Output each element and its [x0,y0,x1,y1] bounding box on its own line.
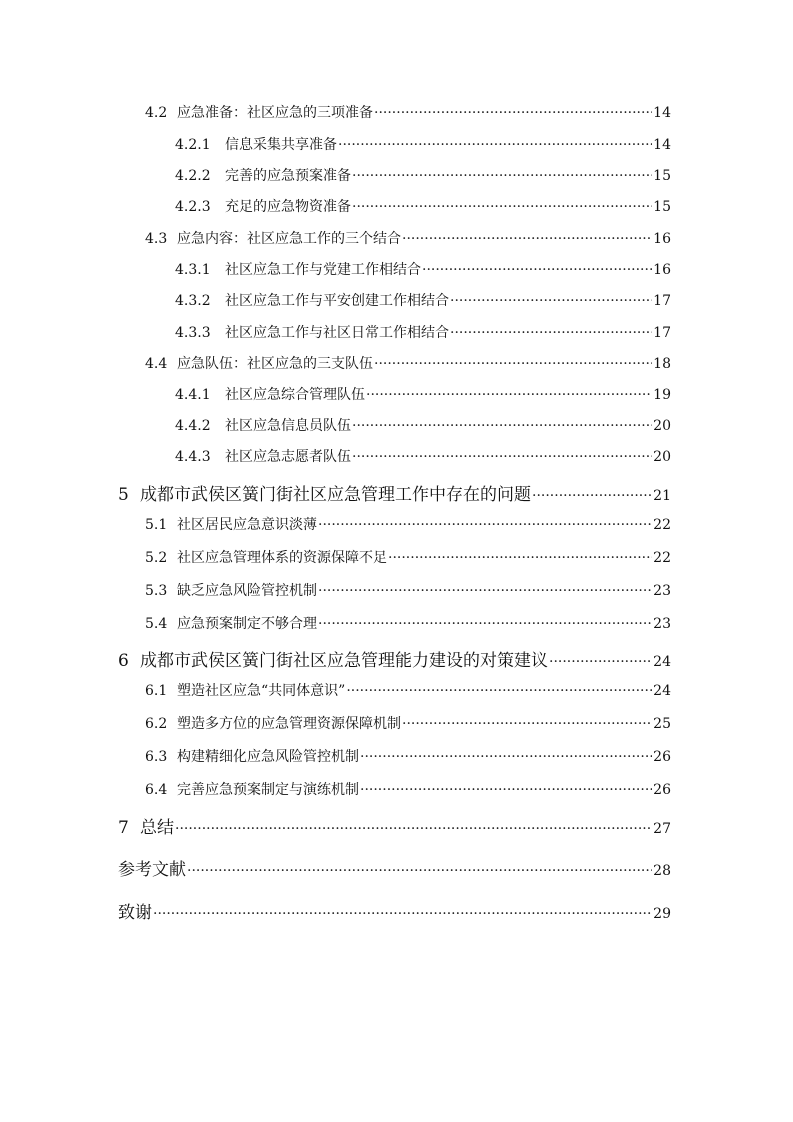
toc-entry-title: 成都市武侯区簧门街社区应急管理能力建设的对策建议 [140,651,548,671]
toc-entry-number: 4.2 [145,105,168,121]
toc-entry-title: 完善的应急预案准备 [225,168,351,184]
dot-leader [352,449,652,465]
toc-entry-page: 25 [653,716,671,732]
toc-entry-number: 4.2.3 [175,199,211,215]
toc-entry-6-4[interactable] [145,779,671,799]
dot-leader [422,262,652,278]
dot-leader [153,906,652,922]
toc-entry-title: 塑造社区应急“共同体意识” [177,683,346,699]
toc-entry-number: 5.1 [145,517,168,533]
toc-entry-page: 24 [653,683,671,699]
toc-entry-number: 4.3 [145,231,168,247]
toc-entry-title: 构建精细化应急风险管控机制 [177,749,359,765]
toc-entry-page: 16 [653,231,671,247]
toc-entry-number: 4.4.3 [175,449,211,465]
toc-entry-4-2-1[interactable] [175,134,671,154]
toc-entry-number: 6.1 [145,683,168,699]
toc-entry-4-2-2[interactable] [175,165,671,185]
toc-entry-page: 28 [653,863,671,879]
toc-entry-page: 18 [653,356,671,372]
toc-entry-page: 21 [653,488,671,504]
toc-entry-page: 16 [653,262,671,278]
toc-entry-4-3-2[interactable] [175,290,671,310]
dot-leader [175,821,652,837]
toc-entry-number: 5 [118,485,129,505]
toc-entry-chapter-7[interactable] [118,813,671,838]
toc-entry-page: 29 [653,906,671,922]
dot-leader [346,683,652,699]
toc-entry-title: 应急队伍：社区应急的三支队伍 [177,356,373,372]
toc-entry-title: 应急预案制定不够合理 [177,616,317,632]
toc-entry-6-2[interactable] [145,713,671,733]
toc-entry-title: 社区应急管理体系的资源保障不足 [177,550,387,566]
toc-entry-4-4-3[interactable] [175,446,671,466]
toc-entry-page: 17 [653,325,671,341]
toc-entry-number: 4.3.2 [175,293,211,309]
toc-entry-page: 15 [653,168,671,184]
toc-entry-number: 6 [118,651,129,671]
dot-leader [388,550,652,566]
dot-leader [352,168,652,184]
toc-entry-number: 6.2 [145,716,168,732]
toc-entry-title: 社区居民应急意识淡薄 [177,517,317,533]
dot-leader [549,654,652,670]
dot-leader [318,517,652,533]
dot-leader [374,105,652,121]
toc-entry-page: 22 [653,517,671,533]
dot-leader [352,199,652,215]
toc-entry-number: 5.2 [145,550,168,566]
dot-leader [450,293,652,309]
dot-leader [352,418,652,434]
toc-entry-title: 信息采集共享准备 [225,137,337,153]
toc-entry-number: 5.4 [145,616,168,632]
toc-entry-page: 27 [653,821,671,837]
toc-entry-title: 参考文献 [118,860,186,880]
toc-entry-title: 致谢 [118,903,152,923]
toc-entry-4-4[interactable] [145,353,671,373]
dot-leader [402,716,652,732]
toc-entry-number: 4.3.1 [175,262,211,278]
toc-entry-title: 应急准备：社区应急的三项准备 [177,105,373,121]
toc-entry-5-1[interactable] [145,514,671,534]
toc-entry-page: 14 [653,105,671,121]
toc-entry-title: 缺乏应急风险管控机制 [177,583,317,599]
dot-leader [338,137,652,153]
toc-entry-6-1[interactable] [145,680,671,700]
toc-entry-title: 成都市武侯区簧门街社区应急管理工作中存在的问题 [140,485,531,505]
toc-entry-4-3-3[interactable] [175,322,671,342]
toc-entry-5-3[interactable] [145,580,671,600]
toc-entry-number: 6.3 [145,749,168,765]
toc-entry-references[interactable] [118,855,671,880]
toc-entry-page: 14 [653,137,671,153]
toc-entry-acknowledgements[interactable] [118,898,671,923]
dot-leader [318,616,652,632]
toc-entry-chapter-5[interactable] [118,480,671,505]
toc-entry-5-2[interactable] [145,547,671,567]
toc-entry-title: 社区应急志愿者队伍 [225,449,351,465]
dot-leader [402,231,652,247]
toc-entry-4-3-1[interactable] [175,259,671,279]
toc-entry-title: 社区应急综合管理队伍 [225,387,365,403]
toc-entry-page: 23 [653,616,671,632]
toc-entry-page: 22 [653,550,671,566]
toc-entry-4-2[interactable] [145,102,671,122]
toc-entry-number: 6.4 [145,782,168,798]
toc-entry-title: 完善应急预案制定与演练机制 [177,782,359,798]
toc-entry-4-2-3[interactable] [175,196,671,216]
toc-entry-4-3[interactable] [145,228,671,248]
toc-entry-title: 应急内容：社区应急工作的三个结合 [177,231,401,247]
toc-entry-page: 26 [653,749,671,765]
dot-leader [450,325,652,341]
toc-entry-number: 4.2.1 [175,137,211,153]
toc-entry-number: 4.3.3 [175,325,211,341]
toc-entry-title: 塑造多方位的应急管理资源保障机制 [177,716,401,732]
toc-entry-number: 4.4.2 [175,418,211,434]
toc-entry-page: 24 [653,654,671,670]
toc-entry-chapter-6[interactable] [118,646,671,671]
toc-entry-4-4-1[interactable] [175,384,671,404]
toc-entry-6-3[interactable] [145,746,671,766]
toc-entry-title: 充足的应急物资准备 [225,199,351,215]
dot-leader [374,356,652,372]
toc-entry-4-4-2[interactable] [175,415,671,435]
dot-leader [187,863,652,879]
toc-entry-title: 社区应急工作与社区日常工作相结合 [225,325,449,341]
dot-leader [360,782,652,798]
toc-entry-title: 社区应急工作与平安创建工作相结合 [225,293,449,309]
toc-entry-number: 5.3 [145,583,168,599]
toc-entry-page: 23 [653,583,671,599]
toc-entry-page: 15 [653,199,671,215]
toc-entry-number: 7 [118,818,129,838]
toc-entry-title: 社区应急信息员队伍 [225,418,351,434]
toc-entry-page: 17 [653,293,671,309]
toc-entry-page: 19 [653,387,671,403]
dot-leader [318,583,652,599]
toc-entry-page: 20 [653,449,671,465]
toc-entry-page: 26 [653,782,671,798]
toc-entry-number: 4.2.2 [175,168,211,184]
dot-leader [532,488,652,504]
toc-entry-number: 4.4 [145,356,168,372]
dot-leader [360,749,652,765]
toc-entry-number: 4.4.1 [175,387,211,403]
dot-leader [366,387,652,403]
toc-entry-title: 社区应急工作与党建工作相结合 [225,262,421,278]
toc-entry-5-4[interactable] [145,613,671,633]
toc-entry-title: 总结 [140,818,174,838]
toc-entry-page: 20 [653,418,671,434]
